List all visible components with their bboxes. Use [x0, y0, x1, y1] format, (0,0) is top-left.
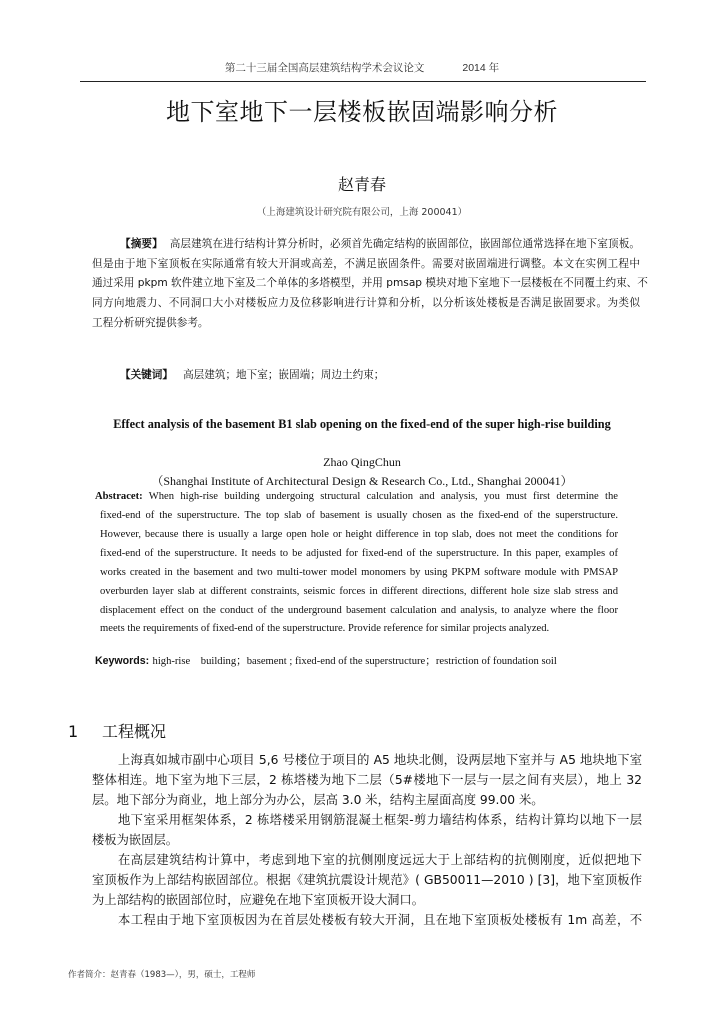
abstract-en-line: Abstracet: When high-rise building undergoing structural calculation and analysis, you must first determine the — [95, 491, 618, 502]
body-line: 地下室采用框架体系，2 栋塔楼采用钢筋混凝土框架-剪力墙结构体系，结构计算均以地下一层 — [118, 813, 642, 827]
abstract-en-line: works created in the basement and two multi-tower model monomers by using PKPM software module with PMSAP — [100, 567, 618, 578]
body-line: 在高层建筑结构计算中，考虑到地下室的抗侧刚度远远大于上部结构的抗侧刚度，近似把地下 — [118, 853, 642, 867]
conference-name: 第二十三届全国高层建筑结构学术会议论文 — [224, 62, 425, 74]
abstract-cn-line: 但是由于地下室顶板在实际通常有较大开洞或高差，不满足嵌固条件。需要对嵌固端进行调整。本文在实例工程中 — [92, 258, 640, 270]
author: 赵青春 — [337, 175, 386, 194]
abstract-en-line: fixed-end of the superstructure. It needs to be adjusted for fixed-end of the superstructure. In this paper, examples of — [100, 548, 618, 559]
section-heading — [68, 719, 166, 742]
affiliation: （上海建筑设计研究院有限公司，上海 200041） — [256, 207, 468, 218]
abstract-cn-line: 【摘要】 高层建筑在进行结构计算分析时，必须首先确定结构的嵌固部位，嵌固部位通常选择在地下室顶板。 — [120, 238, 640, 250]
keywords-cn — [120, 368, 384, 382]
abstract-cn-line: 通过采用 pkpm 软件建立地下室及二个单体的多塔模型，并用 pmsap 模块对地下室地下一层楼板在不同覆土约束、不 — [92, 277, 648, 289]
body-line: 本工程由于地下室顶板因为在首层处楼板有较大开洞，且在地下室顶板处楼板有 1m 高差，不 — [118, 913, 642, 927]
body-line: 为上部结构的嵌固部位时，应避免在地下室顶板开设大洞口。 — [92, 893, 425, 907]
keywords-cn-label: 【关键词】 — [120, 369, 173, 381]
keywords-en — [95, 654, 557, 668]
body-line: 室顶板作为上部结构嵌固部位。根据《建筑抗震设计规范》( GB50011—2010 ) [3]，地下室顶板作 — [92, 873, 642, 887]
abstract-en-label: Abstracet: — [95, 491, 143, 502]
author-footnote: 作者简介：赵青春（1983—），男，硕士，工程师 — [68, 970, 256, 980]
body-line: 上海真如城市副中心项目 5,6 号楼位于项目的 A5 地块北侧，设两层地下室并与 A5 地块地下室 — [118, 753, 642, 767]
section-number: 1 — [68, 722, 79, 741]
abstract-en-line: meets the requirements of fixed-end of the superstructure. Provide reference for similar projects analyzed. — [100, 623, 550, 634]
english-title: Effect analysis of the basement B1 slab opening on the fixed-end of the super high-rise building — [113, 417, 611, 431]
running-header — [0, 60, 724, 75]
abstract-en-line: displacement effect on the conduct of the underground basement calculation and analysis, to analyze where the floor — [100, 605, 618, 616]
conference-year: 2014 年 — [462, 62, 500, 74]
keywords-cn-text: 高层建筑；地下室；嵌固端；周边土约束； — [183, 369, 385, 381]
abstract-en-line: overburden layer slab at different constraints, seismic forces in different directions, different hole size slab stress and — [100, 586, 618, 597]
keywords-en-label: Keywords: — [95, 655, 150, 667]
abstract-en-line: fixed-end of the superstructure. The top slab of basement is usually chosen as the fixed-end of the superstructure. — [100, 510, 618, 521]
abstract-cn-line: 工程分析研究提供参考。 — [92, 317, 209, 329]
abstract-en-line: However, because there is usually a large open hole or height difference in top slab, does not meet the conditions for — [100, 529, 618, 540]
body-line: 整体相连。地下室为地下三层，2 栋塔楼为地下二层（5#楼地下一层与一层之间有夹层），地上 32 — [92, 773, 642, 787]
body-line: 楼板为嵌固层。 — [92, 833, 179, 847]
paper-title: 地下室地下一层楼板嵌固端影响分析 — [166, 98, 558, 126]
abstract-cn-line: 同方向地震力、不同洞口大小对楼板应力及位移影响进行计算和分析，以分析该处楼板是否满足嵌固要求。为类似 — [92, 297, 640, 309]
abstract-cn-label: 【摘要】 — [120, 238, 163, 250]
header-rule — [80, 81, 646, 82]
english-affiliation: （Shanghai Institute of Architectural Design & Research Co., Ltd., Shanghai 200041） — [151, 474, 573, 488]
keywords-en-text: high-rise building；basement ; fixed-end of the superstructure；restriction of foundation soil — [152, 656, 557, 667]
body-line: 层。地下部分为商业，地上部分为办公，层高 3.0 米，结构主屋面高度 99.00 米。 — [92, 793, 544, 807]
section-title: 工程概况 — [102, 722, 167, 741]
english-author: Zhao QingChun — [323, 455, 401, 469]
